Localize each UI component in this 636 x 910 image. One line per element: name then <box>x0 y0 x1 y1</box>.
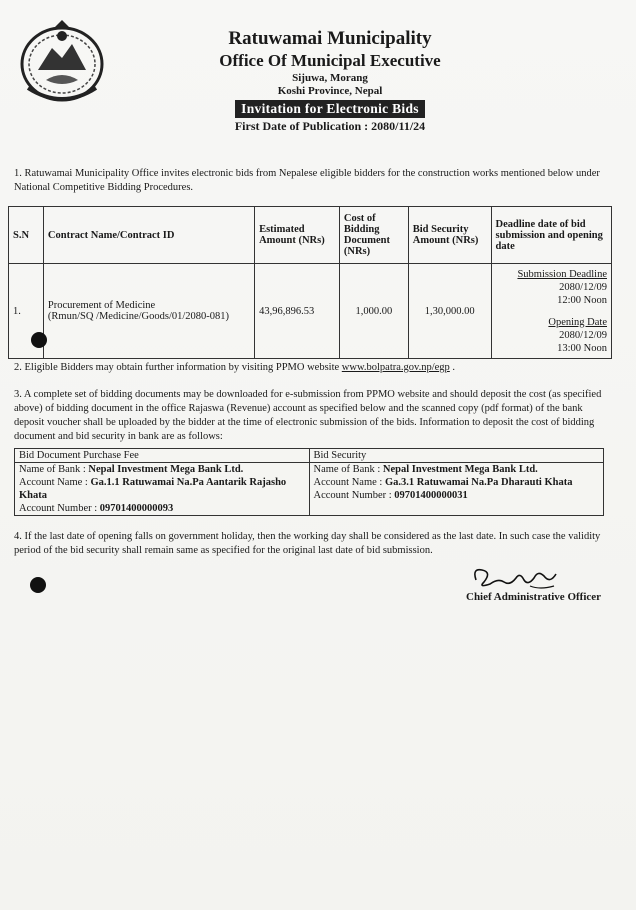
signature-icon <box>470 562 565 592</box>
address-line-2: Koshi Province, Nepal <box>277 85 383 97</box>
bank-name: Nepal Investment Mega Bank Ltd. <box>382 464 538 475</box>
opening-label: Opening Date <box>548 316 607 328</box>
number-label: Account Number : <box>19 503 100 514</box>
row-cost: 1,000.00 <box>339 264 408 359</box>
account-name: Ga.1.1 Ratuwamai Na.Pa Aantarik Rajasho Khata <box>19 477 287 501</box>
opening-time: 13:00 Noon <box>557 342 607 354</box>
bank-label: Name of Bank : <box>19 464 89 475</box>
info-paragraph <box>14 361 604 375</box>
row-estimated: 43,96,896.53 <box>255 264 340 359</box>
info-text: 2. Eligible Bidders may obtain further information by visiting PPMO website <box>14 362 340 373</box>
municipality-name: Ratuwamai Municipality <box>228 28 432 49</box>
row-deadline <box>491 264 611 359</box>
documents-paragraph: 3. A complete set of bidding documents may be downloaded for e-submission from PPMO website and should deposit the cost (as specified above) of bidding document in the office Rajaswa (Revenue) account as specified below and the scanned copy (pdf format) of the bank deposit voucher shall be uploaded by the bidder at the time of electronic submission of the bids. Information to deposit the cost of bidding document and bid security in bank are as follows: <box>14 389 602 442</box>
bank-table-row <box>15 463 604 516</box>
account-label: Account Name : <box>313 477 385 488</box>
ppmo-link[interactable]: www.bolpatra.gov.np/egp <box>341 362 450 373</box>
header-estimated: Estimated Amount (NRs) <box>255 207 340 264</box>
holiday-paragraph: 4. If the last date of opening falls on government holiday, then the working day shall be considered as the last date. In such case the validity period of the bid security shall remain same as specified for the original last date of bid submission. <box>14 531 601 556</box>
opening-block <box>496 316 607 355</box>
row-sn: 1. <box>9 264 44 359</box>
header-bid-security: Bid Security <box>309 449 604 463</box>
header-sn: S.N <box>9 207 44 264</box>
bank-table-header-row <box>15 449 604 463</box>
header-security: Bid Security Amount (NRs) <box>408 207 491 264</box>
bid-table <box>8 206 612 359</box>
opening-date: 2080/12/09 <box>559 329 607 341</box>
punch-hole-mark <box>31 332 47 348</box>
account-number: 09701400000093 <box>99 503 174 514</box>
office-name: Office Of Municipal Executive <box>219 51 441 70</box>
letterhead <box>150 28 510 134</box>
bank-label: Name of Bank : <box>313 464 383 475</box>
publication-date: First Date of Publication : 2080/11/24 <box>234 119 426 133</box>
contract-id: (Rmun/SQ /Medicine/Goods/01/2080-081) <box>47 311 230 322</box>
bid-table-header-row <box>9 207 612 264</box>
address-line-1: Sijuwa, Morang <box>292 72 368 84</box>
purchase-fee-account <box>15 463 310 516</box>
intro-paragraph: 1. Ratuwamai Municipality Office invites electronic bids from Nepalese eligible bidders for the construction works mentioned below under National Competitive Bidding Procedures. <box>14 168 600 193</box>
submission-block <box>496 268 607 307</box>
submission-date: 2080/12/09 <box>559 281 607 293</box>
account-name: Ga.3.1 Ratuwamai Na.Pa Dharauti Khata <box>384 477 573 488</box>
bank-name: Nepal Investment Mega Bank Ltd. <box>88 464 244 475</box>
account-label: Account Name : <box>19 477 91 488</box>
number-label: Account Number : <box>313 490 395 501</box>
account-number: 09701400000031 <box>394 490 468 501</box>
row-contract <box>43 264 254 359</box>
submission-time: 12:00 Noon <box>557 294 607 306</box>
bank-table <box>14 448 604 516</box>
bid-security-account <box>309 463 604 516</box>
notice-banner: Invitation for Electronic Bids <box>235 100 425 118</box>
header-deadline: Deadline date of bid submission and opening date <box>491 207 611 264</box>
officer-title: Chief Administrative Officer <box>466 591 602 603</box>
header-purchase-fee: Bid Document Purchase Fee <box>15 449 310 463</box>
info-suffix: . <box>452 362 456 373</box>
nepal-emblem-icon <box>16 18 108 104</box>
table-row <box>9 264 612 359</box>
contract-name: Procurement of Medicine <box>47 300 156 311</box>
row-security: 1,30,000.00 <box>408 264 491 359</box>
submission-label: Submission Deadline <box>517 268 607 280</box>
punch-hole-mark <box>30 577 46 593</box>
header-contract: Contract Name/Contract ID <box>43 207 254 264</box>
header-cost: Cost of Bidding Document (NRs) <box>339 207 408 264</box>
